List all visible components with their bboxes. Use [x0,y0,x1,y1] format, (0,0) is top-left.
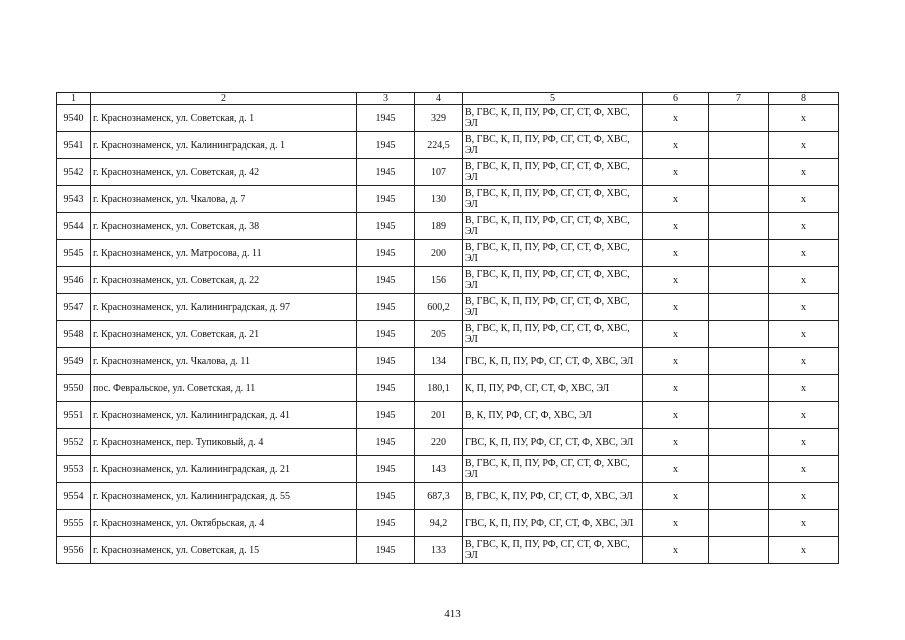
column-8-mark: x [769,429,839,456]
area-cell: 200 [415,240,463,267]
utilities-cell: К, П, ПУ, РФ, СГ, СТ, Ф, ХВС, ЭЛ [463,375,643,402]
column-6-mark: x [643,240,709,267]
column-header-6: 6 [643,93,709,105]
column-8-mark: x [769,402,839,429]
column-6-mark: x [643,132,709,159]
page-number: 413 [444,608,461,620]
column-8-mark: x [769,537,839,564]
table-row [57,429,839,456]
utilities-cell: ГВС, К, П, ПУ, РФ, СГ, СТ, Ф, ХВС, ЭЛ [463,510,643,537]
column-header-5: 5 [463,93,643,105]
address-cell: г. Краснознаменск, ул. Советская, д. 15 [91,537,357,564]
table-row [57,213,839,240]
year-cell: 1945 [357,375,415,402]
address-cell: г. Краснознаменск, ул. Матросова, д. 11 [91,240,357,267]
column-7-mark [709,294,769,321]
address-cell: г. Краснознаменск, ул. Октябрьская, д. 4 [91,510,357,537]
column-8-mark: x [769,240,839,267]
address-cell: г. Краснознаменск, ул. Чкалова, д. 11 [91,348,357,375]
record-number: 9552 [57,429,91,456]
year-cell: 1945 [357,429,415,456]
utilities-cell: В, ГВС, К, П, ПУ, РФ, СГ, СТ, Ф, ХВС, ЭЛ [463,294,643,321]
utilities-cell: В, К, ПУ, РФ, СГ, Ф, ХВС, ЭЛ [463,402,643,429]
column-7-mark [709,537,769,564]
table-row [57,537,839,564]
column-7-mark [709,186,769,213]
address-cell: г. Краснознаменск, ул. Чкалова, д. 7 [91,186,357,213]
column-8-mark: x [769,213,839,240]
utilities-cell: В, ГВС, К, П, ПУ, РФ, СГ, СТ, Ф, ХВС, ЭЛ [463,159,643,186]
record-number: 9546 [57,267,91,294]
column-7-mark [709,375,769,402]
record-number: 9551 [57,402,91,429]
column-6-mark: x [643,483,709,510]
year-cell: 1945 [357,402,415,429]
year-cell: 1945 [357,159,415,186]
column-7-mark [709,483,769,510]
year-cell: 1945 [357,510,415,537]
address-cell: г. Краснознаменск, ул. Калининградская, д. 97 [91,294,357,321]
utilities-cell: В, ГВС, К, П, ПУ, РФ, СГ, СТ, Ф, ХВС, ЭЛ [463,321,643,348]
year-cell: 1945 [357,240,415,267]
column-6-mark: x [643,159,709,186]
record-number: 9555 [57,510,91,537]
utilities-cell: ГВС, К, П, ПУ, РФ, СГ, СТ, Ф, ХВС, ЭЛ [463,429,643,456]
record-number: 9540 [57,105,91,132]
column-7-mark [709,321,769,348]
utilities-cell: В, ГВС, К, П, ПУ, РФ, СГ, СТ, Ф, ХВС, ЭЛ [463,213,643,240]
address-cell: г. Краснознаменск, ул. Калининградская, д. 1 [91,132,357,159]
area-cell: 224,5 [415,132,463,159]
year-cell: 1945 [357,483,415,510]
column-7-mark [709,105,769,132]
table-row [57,240,839,267]
column-8-mark: x [769,510,839,537]
address-cell: г. Краснознаменск, ул. Советская, д. 1 [91,105,357,132]
column-8-mark: x [769,159,839,186]
record-number: 9545 [57,240,91,267]
column-header-7: 7 [709,93,769,105]
utilities-cell: В, ГВС, К, П, ПУ, РФ, СГ, СТ, Ф, ХВС, ЭЛ [463,132,643,159]
column-8-mark: x [769,456,839,483]
address-cell: г. Краснознаменск, ул. Калининградская, д. 41 [91,402,357,429]
column-8-mark: x [769,267,839,294]
table-row [57,321,839,348]
year-cell: 1945 [357,294,415,321]
area-cell: 134 [415,348,463,375]
area-cell: 107 [415,159,463,186]
year-cell: 1945 [357,132,415,159]
table-body [57,105,839,564]
table-row [57,186,839,213]
column-6-mark: x [643,510,709,537]
area-cell: 329 [415,105,463,132]
table-row [57,402,839,429]
area-cell: 205 [415,321,463,348]
column-7-mark [709,348,769,375]
table-row [57,294,839,321]
column-6-mark: x [643,537,709,564]
record-number: 9556 [57,537,91,564]
year-cell: 1945 [357,186,415,213]
column-6-mark: x [643,348,709,375]
table-row [57,132,839,159]
utilities-cell: В, ГВС, К, П, ПУ, РФ, СГ, СТ, Ф, ХВС, ЭЛ [463,456,643,483]
table-row [57,510,839,537]
table-row [57,159,839,186]
table-row [57,267,839,294]
column-6-mark: x [643,186,709,213]
record-number: 9543 [57,186,91,213]
column-8-mark: x [769,348,839,375]
utilities-cell: В, ГВС, К, П, ПУ, РФ, СГ, СТ, Ф, ХВС, ЭЛ [463,105,643,132]
column-6-mark: x [643,213,709,240]
area-cell: 94,2 [415,510,463,537]
address-cell: г. Краснознаменск, ул. Советская, д. 22 [91,267,357,294]
area-cell: 143 [415,456,463,483]
year-cell: 1945 [357,213,415,240]
column-header-2: 2 [91,93,357,105]
column-8-mark: x [769,321,839,348]
record-number: 9542 [57,159,91,186]
table-row [57,375,839,402]
address-cell: г. Краснознаменск, ул. Калининградская, д. 55 [91,483,357,510]
area-cell: 180,1 [415,375,463,402]
column-7-mark [709,240,769,267]
year-cell: 1945 [357,348,415,375]
record-number: 9550 [57,375,91,402]
utilities-cell: ГВС, К, П, ПУ, РФ, СГ, СТ, Ф, ХВС, ЭЛ [463,348,643,375]
area-cell: 220 [415,429,463,456]
column-header-8: 8 [769,93,839,105]
record-number: 9547 [57,294,91,321]
column-7-mark [709,402,769,429]
record-number: 9548 [57,321,91,348]
area-cell: 156 [415,267,463,294]
year-cell: 1945 [357,267,415,294]
column-6-mark: x [643,321,709,348]
utilities-cell: В, ГВС, К, П, ПУ, РФ, СГ, СТ, Ф, ХВС, ЭЛ [463,186,643,213]
column-7-mark [709,456,769,483]
column-8-mark: x [769,294,839,321]
utilities-cell: В, ГВС, К, П, ПУ, РФ, СГ, СТ, Ф, ХВС, ЭЛ [463,267,643,294]
area-cell: 600,2 [415,294,463,321]
housing-registry-table [56,92,839,564]
column-7-mark [709,510,769,537]
column-6-mark: x [643,375,709,402]
address-cell: г. Краснознаменск, пер. Тупиковый, д. 4 [91,429,357,456]
record-number: 9544 [57,213,91,240]
column-header-1: 1 [57,93,91,105]
year-cell: 1945 [357,105,415,132]
column-8-mark: x [769,375,839,402]
column-7-mark [709,429,769,456]
column-8-mark: x [769,132,839,159]
column-6-mark: x [643,294,709,321]
record-number: 9554 [57,483,91,510]
column-8-mark: x [769,186,839,213]
record-number: 9541 [57,132,91,159]
column-7-mark [709,132,769,159]
column-6-mark: x [643,429,709,456]
area-cell: 133 [415,537,463,564]
column-6-mark: x [643,267,709,294]
year-cell: 1945 [357,321,415,348]
area-cell: 687,3 [415,483,463,510]
table-row [57,483,839,510]
column-number-header-row [57,93,839,105]
table-row [57,105,839,132]
area-cell: 130 [415,186,463,213]
year-cell: 1945 [357,456,415,483]
column-7-mark [709,159,769,186]
column-6-mark: x [643,105,709,132]
address-cell: г. Краснознаменск, ул. Советская, д. 21 [91,321,357,348]
area-cell: 201 [415,402,463,429]
column-7-mark [709,213,769,240]
column-6-mark: x [643,402,709,429]
column-8-mark: x [769,105,839,132]
utilities-cell: В, ГВС, К, П, ПУ, РФ, СГ, СТ, Ф, ХВС, ЭЛ [463,537,643,564]
table-row [57,348,839,375]
address-cell: г. Краснознаменск, ул. Калининградская, д. 21 [91,456,357,483]
record-number: 9553 [57,456,91,483]
column-7-mark [709,267,769,294]
table-row [57,456,839,483]
utilities-cell: В, ГВС, К, ПУ, РФ, СГ, СТ, Ф, ХВС, ЭЛ [463,483,643,510]
address-cell: г. Краснознаменск, ул. Советская, д. 38 [91,213,357,240]
column-6-mark: x [643,456,709,483]
address-cell: пос. Февральское, ул. Советская, д. 11 [91,375,357,402]
column-8-mark: x [769,483,839,510]
utilities-cell: В, ГВС, К, П, ПУ, РФ, СГ, СТ, Ф, ХВС, ЭЛ [463,240,643,267]
area-cell: 189 [415,213,463,240]
column-header-4: 4 [415,93,463,105]
address-cell: г. Краснознаменск, ул. Советская, д. 42 [91,159,357,186]
record-number: 9549 [57,348,91,375]
year-cell: 1945 [357,537,415,564]
column-header-3: 3 [357,93,415,105]
